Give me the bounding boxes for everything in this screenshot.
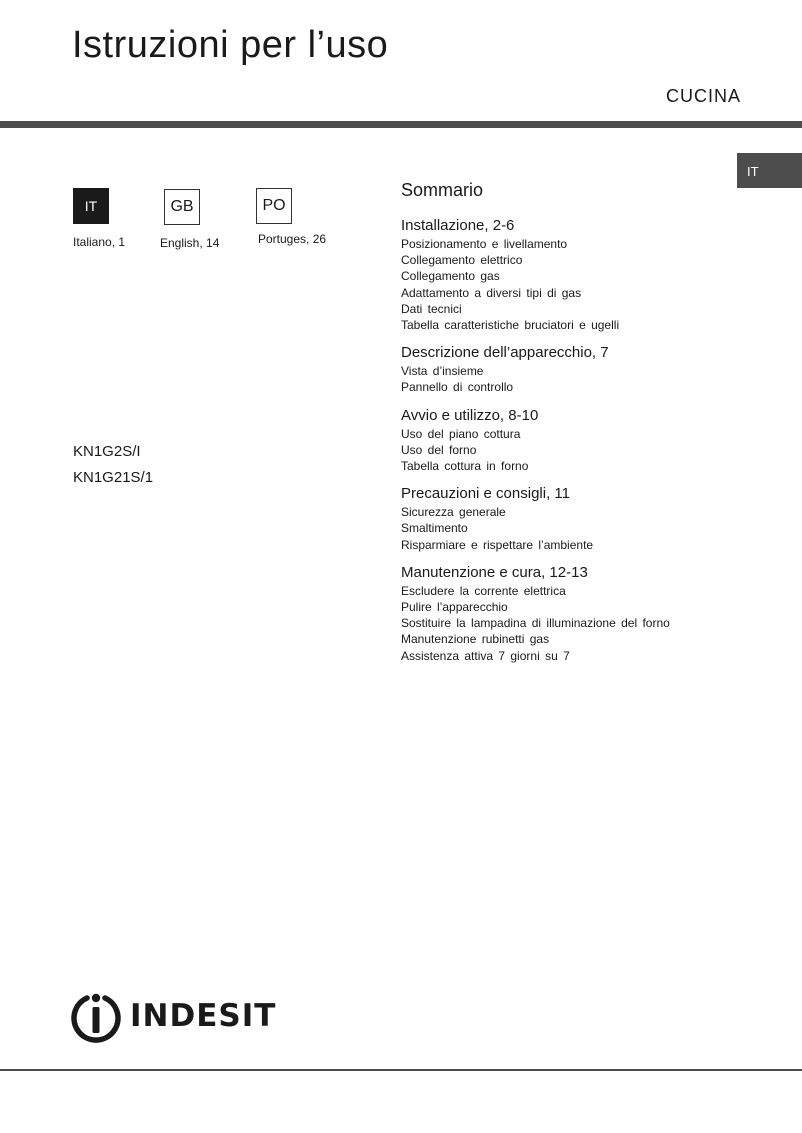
table-of-contents — [401, 180, 781, 674]
toc-section-heading[interactable]: Descrizione dell’apparecchio, 7 — [401, 344, 609, 362]
footer-divider — [0, 1069, 802, 1071]
lang-label-po: Portuges, 26 — [258, 232, 327, 246]
brand-logo-text: INDESIT — [130, 998, 277, 1034]
language-side-tab-label: IT — [747, 164, 759, 179]
toc-item[interactable]: Sicurezza generale — [401, 505, 506, 520]
toc-section-heading[interactable]: Avvio e utilizzo, 8-10 — [401, 406, 539, 424]
toc-item[interactable]: Pannello di controllo — [401, 380, 514, 395]
toc-item[interactable]: Uso del piano cottura — [401, 426, 521, 441]
toc-section-heading[interactable]: Installazione, 2-6 — [401, 217, 515, 234]
toc-item[interactable]: Pulire l’apparecchio — [401, 600, 508, 615]
model-number: KN1G2S/I — [73, 443, 141, 460]
toc-item[interactable]: Collegamento gas — [401, 269, 500, 284]
toc-section — [401, 343, 781, 395]
toc-sections — [401, 216, 781, 664]
toc-section — [401, 563, 781, 664]
toc-item[interactable]: Adattamento a diversi tipi di gas — [401, 285, 582, 300]
lang-label-it: Italiano, 1 — [73, 235, 126, 249]
header-divider — [0, 121, 802, 128]
toc-item[interactable]: Uso del forno — [401, 442, 477, 457]
lang-label-gb: English, 14 — [160, 236, 220, 250]
toc-section-heading[interactable]: Precauzioni e consigli, 11 — [401, 485, 570, 503]
toc-item[interactable]: Smaltimento — [401, 521, 468, 536]
toc-item[interactable]: Escludere la corrente elettrica — [401, 583, 566, 598]
lang-box-it[interactable]: IT — [73, 188, 109, 224]
toc-item[interactable]: Vista d’insieme — [401, 364, 484, 379]
toc-item[interactable]: Tabella cottura in forno — [401, 459, 529, 474]
toc-item[interactable]: Sostituire la lampadina di illuminazione del forno — [401, 616, 670, 631]
toc-item[interactable]: Posizionamento e livellamento — [401, 237, 568, 251]
toc-section — [401, 484, 781, 553]
toc-item[interactable]: Assistenza attiva 7 giorni su 7 — [401, 648, 570, 663]
indesit-power-logo-icon — [70, 987, 122, 1045]
toc-item[interactable]: Risparmiare e rispettare l’ambiente — [401, 537, 594, 552]
lang-box-po[interactable]: PO — [256, 188, 292, 224]
toc-title: Sommario — [401, 180, 484, 200]
toc-section-heading[interactable]: Manutenzione e cura, 12-13 — [401, 563, 588, 581]
toc-section — [401, 406, 781, 475]
page-title: Istruzioni per l’uso — [72, 24, 389, 66]
brand-logo — [70, 986, 276, 1046]
model-number: KN1G21S/1 — [73, 469, 154, 486]
product-category: CUCINA — [665, 86, 741, 106]
toc-item[interactable]: Manutenzione rubinetti gas — [401, 632, 550, 647]
toc-item[interactable]: Collegamento elettrico — [401, 253, 523, 268]
toc-item[interactable]: Tabella caratteristiche bruciatori e ugelli — [401, 318, 620, 333]
toc-section — [401, 216, 781, 333]
lang-box-gb[interactable]: GB — [164, 189, 200, 225]
toc-item[interactable]: Dati tecnici — [401, 301, 462, 316]
